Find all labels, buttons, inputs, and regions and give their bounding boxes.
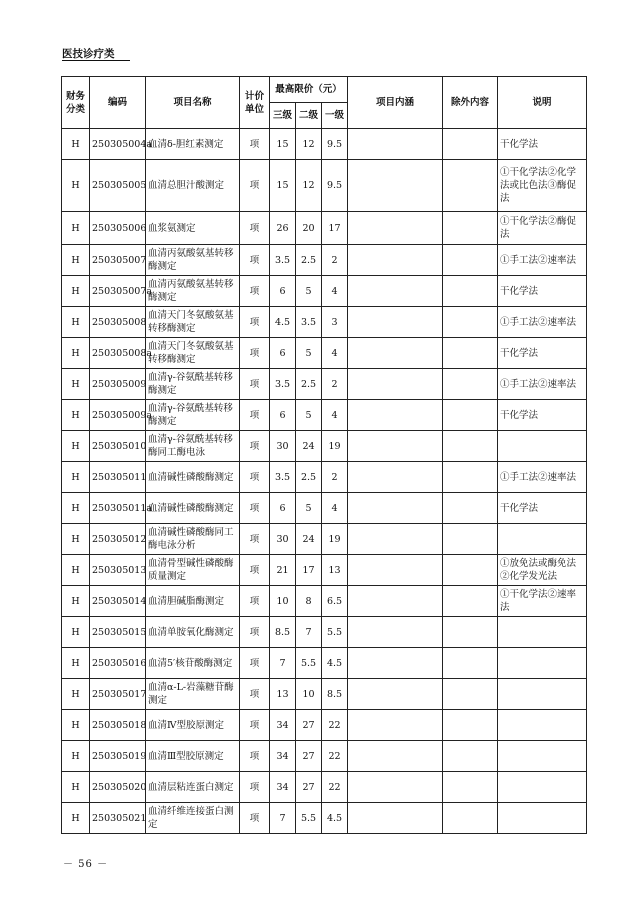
unit-cell: 项 [240, 648, 270, 679]
table-row [62, 648, 587, 679]
unit-cell: 项 [240, 129, 270, 160]
tier3-price-cell: 26 [270, 212, 296, 245]
tier1-price-cell: 19 [322, 431, 348, 462]
fin-class-cell: H [62, 212, 90, 245]
price-table [61, 76, 587, 834]
code-cell: 250305007a [90, 276, 146, 307]
tier2-price-cell: 27 [296, 772, 322, 803]
fin-class-cell: H [62, 648, 90, 679]
excluded-cell [443, 307, 498, 338]
excluded-cell [443, 586, 498, 617]
content-cell [348, 710, 443, 741]
excluded-cell [443, 803, 498, 834]
name-cell: 血清丙氨酸氨基转移酶测定 [146, 245, 240, 276]
name-cell: 血清天门冬氨酸氨基转移酶测定 [146, 307, 240, 338]
note-cell: ①手工法②速率法 [498, 245, 587, 276]
tier2-price-cell: 24 [296, 431, 322, 462]
note-cell: ①放免法或酶免法②化学发光法 [498, 555, 587, 586]
col-header-fin-class: 财务分类 [62, 77, 90, 129]
code-cell: 250305007 [90, 245, 146, 276]
note-cell [498, 617, 587, 648]
unit-cell: 项 [240, 710, 270, 741]
tier2-price-cell: 27 [296, 710, 322, 741]
content-cell [348, 586, 443, 617]
tier2-price-cell: 2.5 [296, 245, 322, 276]
content-cell [348, 679, 443, 710]
fin-class-cell: H [62, 803, 90, 834]
name-cell: 血清丙氨酸氨基转移酶测定 [146, 276, 240, 307]
note-cell [498, 679, 587, 710]
note-cell: ①手工法②速率法 [498, 307, 587, 338]
tier2-price-cell: 5 [296, 400, 322, 431]
content-cell [348, 493, 443, 524]
excluded-cell [443, 160, 498, 212]
note-cell [498, 772, 587, 803]
table-row [62, 369, 587, 400]
fin-class-cell: H [62, 555, 90, 586]
excluded-cell [443, 679, 498, 710]
fin-class-cell: H [62, 741, 90, 772]
tier3-price-cell: 13 [270, 679, 296, 710]
tier3-price-cell: 7 [270, 803, 296, 834]
code-cell: 250305017 [90, 679, 146, 710]
name-cell: 血清δ-胆红素测定 [146, 129, 240, 160]
name-cell: 血清单胺氧化酶测定 [146, 617, 240, 648]
code-cell: 250305021 [90, 803, 146, 834]
table-row [62, 493, 587, 524]
tier1-price-cell: 3 [322, 307, 348, 338]
code-cell: 250305016 [90, 648, 146, 679]
note-cell [498, 648, 587, 679]
tier1-price-cell: 19 [322, 524, 348, 555]
col-header-tier2: 二级 [296, 103, 322, 129]
note-cell [498, 741, 587, 772]
name-cell: 血清天门冬氨酸氨基转移酶测定 [146, 338, 240, 369]
table-row [62, 741, 587, 772]
tier2-price-cell: 5.5 [296, 648, 322, 679]
code-cell: 250305006 [90, 212, 146, 245]
tier1-price-cell: 4.5 [322, 803, 348, 834]
excluded-cell [443, 129, 498, 160]
tier2-price-cell: 17 [296, 555, 322, 586]
unit-cell: 项 [240, 307, 270, 338]
fin-class-cell: H [62, 586, 90, 617]
tier2-price-cell: 12 [296, 129, 322, 160]
tier3-price-cell: 30 [270, 431, 296, 462]
unit-cell: 项 [240, 369, 270, 400]
name-cell: 血清5′核苷酸酶测定 [146, 648, 240, 679]
fin-class-cell: H [62, 462, 90, 493]
note-cell: ①手工法②速率法 [498, 462, 587, 493]
tier3-price-cell: 8.5 [270, 617, 296, 648]
fin-class-cell: H [62, 524, 90, 555]
name-cell: 血浆氨测定 [146, 212, 240, 245]
note-cell [498, 710, 587, 741]
note-cell: ①干化学法②酶促法 [498, 212, 587, 245]
page-number: － 56 － [63, 859, 109, 870]
fin-class-cell: H [62, 493, 90, 524]
category-underline [62, 60, 130, 61]
name-cell: 血清总胆汁酸测定 [146, 160, 240, 212]
table-row [62, 212, 587, 245]
code-cell: 250305015 [90, 617, 146, 648]
fin-class-cell: H [62, 307, 90, 338]
tier1-price-cell: 4 [322, 400, 348, 431]
fin-class-cell: H [62, 400, 90, 431]
tier3-price-cell: 6 [270, 493, 296, 524]
tier3-price-cell: 10 [270, 586, 296, 617]
code-cell: 250305011 [90, 462, 146, 493]
tier2-price-cell: 2.5 [296, 369, 322, 400]
note-cell: 干化学法 [498, 400, 587, 431]
code-cell: 250305011a [90, 493, 146, 524]
content-cell [348, 431, 443, 462]
table-row [62, 462, 587, 493]
note-cell: 干化学法 [498, 338, 587, 369]
content-cell [348, 245, 443, 276]
content-cell [348, 648, 443, 679]
table-row [62, 710, 587, 741]
excluded-cell [443, 245, 498, 276]
tier2-price-cell: 2.5 [296, 462, 322, 493]
excluded-cell [443, 555, 498, 586]
tier1-price-cell: 13 [322, 555, 348, 586]
code-cell: 250305019 [90, 741, 146, 772]
tier3-price-cell: 3.5 [270, 245, 296, 276]
tier2-price-cell: 5 [296, 493, 322, 524]
unit-cell: 项 [240, 803, 270, 834]
tier1-price-cell: 8.5 [322, 679, 348, 710]
excluded-cell [443, 338, 498, 369]
content-cell [348, 400, 443, 431]
fin-class-cell: H [62, 160, 90, 212]
content-cell [348, 617, 443, 648]
tier3-price-cell: 4.5 [270, 307, 296, 338]
table-row [62, 586, 587, 617]
content-cell [348, 129, 443, 160]
unit-cell: 项 [240, 276, 270, 307]
col-header-content: 项目内涵 [348, 77, 443, 129]
excluded-cell [443, 524, 498, 555]
content-cell [348, 369, 443, 400]
content-cell [348, 803, 443, 834]
name-cell: 血清Ⅲ型胶原测定 [146, 741, 240, 772]
excluded-cell [443, 212, 498, 245]
unit-cell: 项 [240, 679, 270, 710]
col-header-tier1: 一级 [322, 103, 348, 129]
unit-cell: 项 [240, 212, 270, 245]
tier2-price-cell: 27 [296, 741, 322, 772]
note-cell: ①手工法②速率法 [498, 369, 587, 400]
name-cell: 血清γ-谷氨酰基转移酶同工酶电泳 [146, 431, 240, 462]
name-cell: 血清γ-谷氨酰基转移酶测定 [146, 369, 240, 400]
code-cell: 250305004a [90, 129, 146, 160]
table-row [62, 400, 587, 431]
tier3-price-cell: 3.5 [270, 462, 296, 493]
name-cell: 血清γ-谷氨酰基转移酶测定 [146, 400, 240, 431]
content-cell [348, 307, 443, 338]
fin-class-cell: H [62, 431, 90, 462]
note-cell: ①干化学法②速率法 [498, 586, 587, 617]
col-header-code: 编码 [90, 77, 146, 129]
tier3-price-cell: 7 [270, 648, 296, 679]
note-cell [498, 431, 587, 462]
excluded-cell [443, 493, 498, 524]
code-cell: 250305009 [90, 369, 146, 400]
content-cell [348, 338, 443, 369]
tier1-price-cell: 6.5 [322, 586, 348, 617]
tier2-price-cell: 20 [296, 212, 322, 245]
unit-cell: 项 [240, 493, 270, 524]
name-cell: 血清胆碱脂酶测定 [146, 586, 240, 617]
content-cell [348, 160, 443, 212]
name-cell: 血清碱性磷酸酶测定 [146, 462, 240, 493]
name-cell: 血清层粘连蛋白测定 [146, 772, 240, 803]
name-cell: 血清Ⅳ型胶原测定 [146, 710, 240, 741]
excluded-cell [443, 462, 498, 493]
tier2-price-cell: 3.5 [296, 307, 322, 338]
content-cell [348, 555, 443, 586]
fin-class-cell: H [62, 129, 90, 160]
fin-class-cell: H [62, 617, 90, 648]
tier2-price-cell: 5.5 [296, 803, 322, 834]
tier2-price-cell: 10 [296, 679, 322, 710]
name-cell: 血清纤维连接蛋白测定 [146, 803, 240, 834]
unit-cell: 项 [240, 555, 270, 586]
unit-cell: 项 [240, 338, 270, 369]
name-cell: 血清碱性磷酸酶同工酶电泳分析 [146, 524, 240, 555]
tier2-price-cell: 7 [296, 617, 322, 648]
unit-cell: 项 [240, 462, 270, 493]
unit-cell: 项 [240, 772, 270, 803]
note-cell: 干化学法 [498, 493, 587, 524]
table-row [62, 679, 587, 710]
tier3-price-cell: 6 [270, 400, 296, 431]
col-header-excluded: 除外内容 [443, 77, 498, 129]
tier2-price-cell: 24 [296, 524, 322, 555]
content-cell [348, 741, 443, 772]
tier1-price-cell: 5.5 [322, 617, 348, 648]
fin-class-cell: H [62, 710, 90, 741]
code-cell: 250305014 [90, 586, 146, 617]
tier3-price-cell: 15 [270, 160, 296, 212]
tier2-price-cell: 5 [296, 338, 322, 369]
tier1-price-cell: 22 [322, 772, 348, 803]
code-cell: 250305005 [90, 160, 146, 212]
unit-cell: 项 [240, 400, 270, 431]
fin-class-cell: H [62, 245, 90, 276]
fin-class-cell: H [62, 679, 90, 710]
note-cell [498, 524, 587, 555]
tier1-price-cell: 22 [322, 710, 348, 741]
excluded-cell [443, 710, 498, 741]
tier1-price-cell: 2 [322, 245, 348, 276]
name-cell: 血清碱性磷酸酶测定 [146, 493, 240, 524]
fin-class-cell: H [62, 276, 90, 307]
unit-cell: 项 [240, 741, 270, 772]
code-cell: 250305009a [90, 400, 146, 431]
name-cell: 血清骨型碱性磷酸酶质量测定 [146, 555, 240, 586]
table-row [62, 803, 587, 834]
col-header-unit: 计价单位 [240, 77, 270, 129]
unit-cell: 项 [240, 524, 270, 555]
code-cell: 250305008a [90, 338, 146, 369]
excluded-cell [443, 400, 498, 431]
tier1-price-cell: 2 [322, 462, 348, 493]
tier3-price-cell: 3.5 [270, 369, 296, 400]
tier2-price-cell: 5 [296, 276, 322, 307]
table-row [62, 338, 587, 369]
col-header-name: 项目名称 [146, 77, 240, 129]
content-cell [348, 772, 443, 803]
excluded-cell [443, 772, 498, 803]
unit-cell: 项 [240, 160, 270, 212]
note-cell: 干化学法 [498, 129, 587, 160]
tier3-price-cell: 34 [270, 710, 296, 741]
content-cell [348, 212, 443, 245]
name-cell: 血清α-L-岩藻糖苷酶测定 [146, 679, 240, 710]
category-title: 医技诊疗类 [62, 48, 115, 60]
tier3-price-cell: 6 [270, 276, 296, 307]
code-cell: 250305010 [90, 431, 146, 462]
table-row [62, 129, 587, 160]
tier2-price-cell: 12 [296, 160, 322, 212]
fin-class-cell: H [62, 369, 90, 400]
col-header-note: 说明 [498, 77, 587, 129]
table-row [62, 307, 587, 338]
content-cell [348, 462, 443, 493]
code-cell: 250305018 [90, 710, 146, 741]
tier2-price-cell: 8 [296, 586, 322, 617]
excluded-cell [443, 648, 498, 679]
code-cell: 250305008 [90, 307, 146, 338]
table-row [62, 617, 587, 648]
table-row [62, 245, 587, 276]
unit-cell: 项 [240, 586, 270, 617]
table-row [62, 160, 587, 212]
note-cell: ①干化学法②化学法或比色法③酶促法 [498, 160, 587, 212]
content-cell [348, 276, 443, 307]
unit-cell: 项 [240, 245, 270, 276]
tier3-price-cell: 30 [270, 524, 296, 555]
excluded-cell [443, 276, 498, 307]
fin-class-cell: H [62, 338, 90, 369]
excluded-cell [443, 741, 498, 772]
tier1-price-cell: 17 [322, 212, 348, 245]
tier1-price-cell: 2 [322, 369, 348, 400]
unit-cell: 项 [240, 431, 270, 462]
code-cell: 250305013 [90, 555, 146, 586]
tier3-price-cell: 34 [270, 741, 296, 772]
excluded-cell [443, 431, 498, 462]
table-row [62, 555, 587, 586]
tier1-price-cell: 4 [322, 493, 348, 524]
note-cell [498, 803, 587, 834]
excluded-cell [443, 369, 498, 400]
tier3-price-cell: 21 [270, 555, 296, 586]
tier3-price-cell: 34 [270, 772, 296, 803]
unit-cell: 项 [240, 617, 270, 648]
code-cell: 250305020 [90, 772, 146, 803]
tier3-price-cell: 15 [270, 129, 296, 160]
note-cell: 干化学法 [498, 276, 587, 307]
col-header-max-price: 最高限价（元） [270, 77, 348, 103]
tier1-price-cell: 9.5 [322, 160, 348, 212]
tier1-price-cell: 4 [322, 338, 348, 369]
table-row [62, 276, 587, 307]
table-row [62, 524, 587, 555]
tier1-price-cell: 4.5 [322, 648, 348, 679]
tier3-price-cell: 6 [270, 338, 296, 369]
tier1-price-cell: 9.5 [322, 129, 348, 160]
col-header-tier3: 三级 [270, 103, 296, 129]
fin-class-cell: H [62, 772, 90, 803]
code-cell: 250305012 [90, 524, 146, 555]
tier1-price-cell: 22 [322, 741, 348, 772]
table-row [62, 431, 587, 462]
excluded-cell [443, 617, 498, 648]
content-cell [348, 524, 443, 555]
tier1-price-cell: 4 [322, 276, 348, 307]
table-row [62, 772, 587, 803]
